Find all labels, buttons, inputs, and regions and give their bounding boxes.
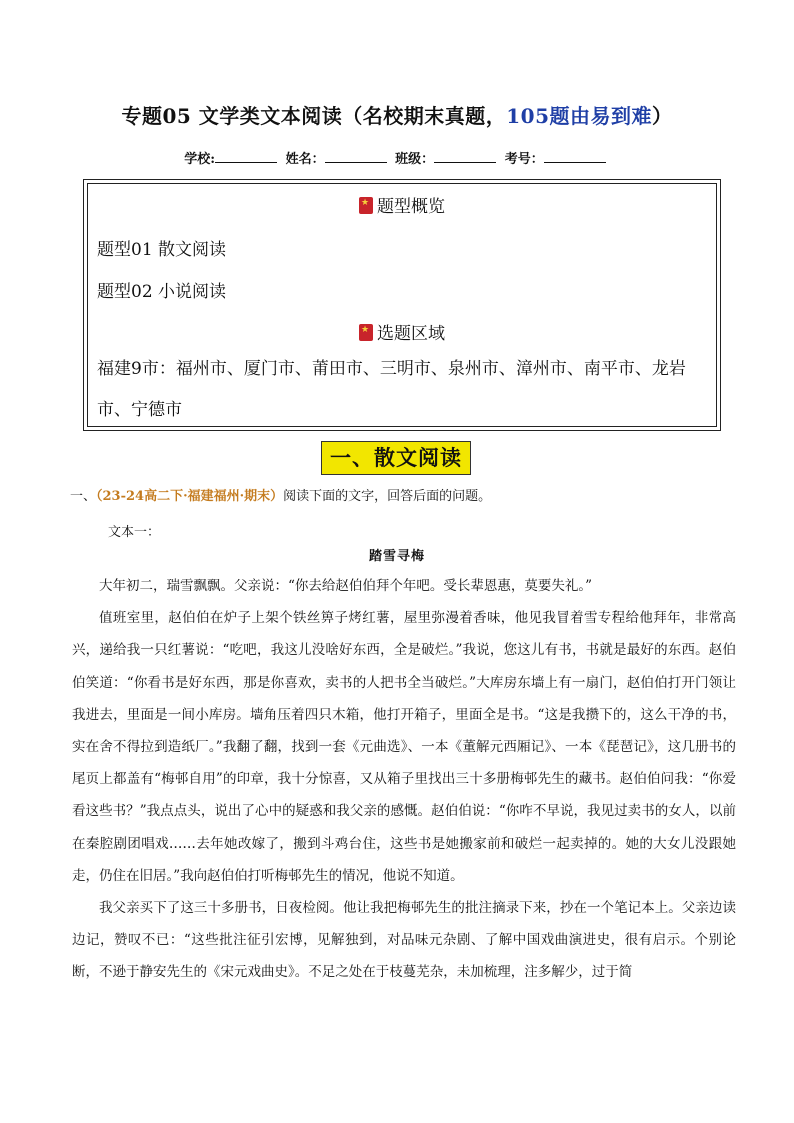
question-number: 一、 — [70, 489, 97, 504]
school-label: 学校: — [184, 152, 216, 167]
student-info-line — [0, 148, 794, 167]
title-count: 105题 — [506, 104, 571, 128]
book-icon — [359, 197, 373, 214]
question-instruction: 阅读下面的文字，回答后面的问题。 — [283, 489, 492, 504]
overview-box-inner — [87, 183, 717, 427]
exam-no-field[interactable] — [544, 152, 606, 163]
name-label: 姓名： — [285, 152, 325, 167]
overview-heading — [88, 192, 716, 217]
region-text: 福建9市：福州市、厦门市、莆田市、三明市、泉州市、漳州市、南平市、龙岩市、宁德市 — [97, 359, 686, 420]
type-item-2: 题型02 小说阅读 — [97, 282, 227, 302]
paragraph: 大年初二，瑞雪飘飘。父亲说：“你去给赵伯伯拜个年吧。受长辈恩惠，莫要失礼。” — [99, 578, 593, 594]
class-label: 班级： — [395, 152, 435, 167]
title-main: 专题05 文学类文本阅读（名校期末真题， — [121, 104, 507, 128]
school-field[interactable] — [215, 152, 277, 163]
question-source: （23-24高二下·福建福州·期末） — [96, 489, 284, 504]
class-field[interactable] — [434, 152, 496, 163]
region-heading-text: 选题区域 — [377, 324, 445, 344]
book-icon — [359, 324, 373, 341]
title-close: ） — [652, 104, 673, 128]
section-heading: 一、散文阅读 — [321, 441, 471, 475]
paragraph: 我父亲买下了这三十多册书，日夜检阅。他让我把梅邨先生的批注摘录下来，抄在一个笔记本上。父亲边读边记，赞叹不已：“这些批注征引宏博，见解独到，对品味元杂剧、了解中国戏曲演进史，很有启示。个别论断，不逊于静安先生的《宋元戏曲史》。不足之处在于枝蔓芜杂，未加梳理，注多解少，过于简 — [72, 900, 736, 981]
name-field[interactable] — [325, 152, 387, 163]
region-heading — [88, 319, 716, 344]
title-difficulty: 由易到难 — [570, 104, 653, 128]
overview-box — [83, 179, 721, 431]
exam-no-label: 考号： — [504, 152, 544, 167]
question-intro — [70, 485, 491, 504]
article-title: 踏雪寻梅 — [368, 549, 425, 564]
overview-heading-text: 题型概览 — [377, 197, 445, 217]
type-item-1: 题型01 散文阅读 — [97, 240, 227, 260]
text-label: 文本一： — [108, 525, 161, 540]
article-body — [72, 570, 736, 989]
page-title — [0, 100, 794, 129]
paragraph: 值班室里，赵伯伯在炉子上架个铁丝箅子烤红薯，屋里弥漫着香味，他见我冒着雪专程给他拜年，非常高兴，递给我一只红薯说：“吃吧，我这儿没啥好东西，全是破烂。”我说，您这儿有书，书就是最好的东西。赵伯伯笑道：“你看书是好东西，那是你喜欢，卖书的人把书全当破烂。”大库房东墙上有一扇门，赵伯伯打开门领让我进去，里面是一间小库房。墙角压着四只木箱，他打开箱子，里面全是书。“这是我攒下的，这么干净的书，实在舍不得拉到造纸厂。”我翻了翻，找到一套《元曲选》、一本《董解元西厢记》、一本《琵琶记》，这几册书的尾页上都盖有“梅邨自用”的印章，我十分惊喜，又从箱子里找出三十多册梅邨先生的藏书。赵伯伯问我：“你爱看这些书？”我点点头，说出了心中的疑惑和我父亲的感慨。赵伯伯说：“你咋不早说，我见过卖书的女人，以前在秦腔剧团唱戏……去年她改嫁了，搬到斗鸡台住，这些书是她搬家前和破烂一起卖掉的。她的大女儿没跟她走，仍住在旧居。”我向赵伯伯打听梅邨先生的情况，他说不知道。 — [72, 610, 736, 884]
